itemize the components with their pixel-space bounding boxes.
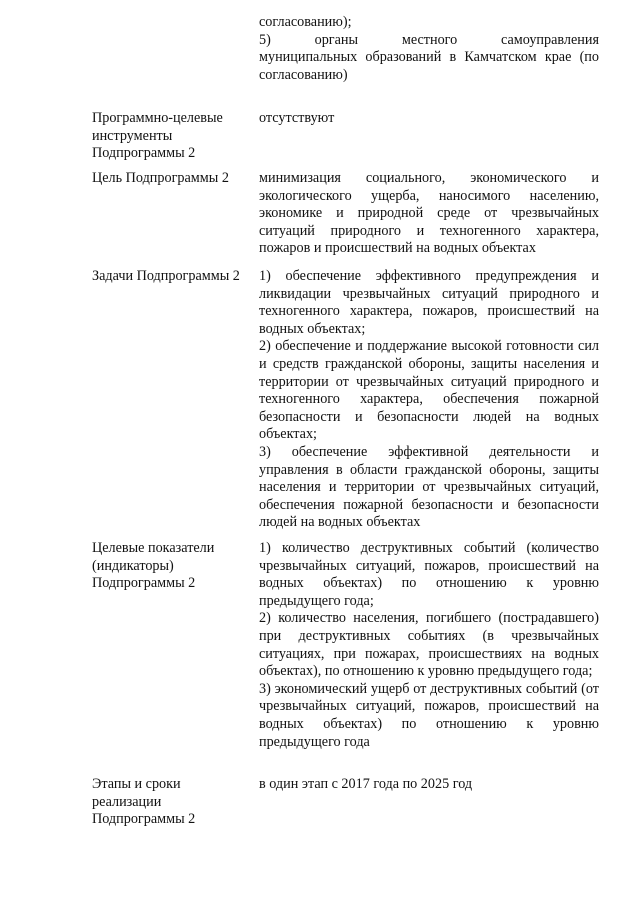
value-paragraph: согласованию); xyxy=(259,14,352,30)
row-value xyxy=(259,14,599,84)
row-label: Программно-целевые инструменты Подпрограммы 2 xyxy=(92,110,223,162)
row-value xyxy=(259,110,599,128)
row-label: Целевые показатели (индикаторы) Подпрограммы 2 xyxy=(92,540,215,592)
value-paragraph: 2) количество населения, погибшего (пострадавшего) при деструктивных событиях (в чрезвычайных ситуациях, при пожарах, происшествиях на водных объектах), по отношению к уровню предыдущего года; xyxy=(259,610,599,680)
row-value xyxy=(259,776,599,794)
value-paragraph: в один этап с 2017 года по 2025 год xyxy=(259,776,473,792)
row-value xyxy=(259,170,599,258)
row-label: Задачи Подпрограммы 2 xyxy=(92,268,240,284)
value-paragraph: минимизация социального, экономического и экологического ущерба, наносимого населению, экономике и природной среде от чрезвычайных ситуаций природного и техногенного характера, пожаров и происшествий на водных объектах xyxy=(259,170,599,257)
value-paragraph: 1) количество деструктивных событий (количество чрезвычайных ситуаций, пожаров, происшествий на водных объектах) по отношению к уровню предыдущего года; xyxy=(259,540,599,609)
value-paragraph: отсутствуют xyxy=(259,110,335,126)
value-paragraph: 2) обеспечение и поддержание высокой готовности сил и средств гражданской обороны, защиты населения и территории от чрезвычайных ситуаций природного и техногенного характера, обеспечения пожарной безопасности и безопасности людей на водных объектах; xyxy=(259,338,599,443)
row-label: Этапы и сроки реализации Подпрограммы 2 xyxy=(92,776,196,828)
value-paragraph: 1) обеспечение эффективного предупреждения и ликвидации чрезвычайных ситуаций природного и техногенного характера, пожаров, происшествий на водных объектах; xyxy=(259,268,599,337)
value-paragraph: 3) экономический ущерб от деструктивных событий (от чрезвычайных ситуаций, пожаров, происшествий на водных объектах) по отношению к уровню предыдущего года xyxy=(259,680,599,750)
row-value xyxy=(259,540,599,751)
row-label: Цель Подпрограммы 2 xyxy=(92,170,229,186)
value-paragraph: 3) обеспечение эффективной деятельности и управления в области гражданской обороны, защиты населения и территории от чрезвычайных ситуаций, обеспечения пожарной безопасности и безопасности людей на водных объектах xyxy=(259,443,599,531)
value-paragraph: 5) органы местного самоуправления муниципальных образований в Камчатском крае (по согласованию) xyxy=(259,31,599,83)
row-value xyxy=(259,268,599,532)
